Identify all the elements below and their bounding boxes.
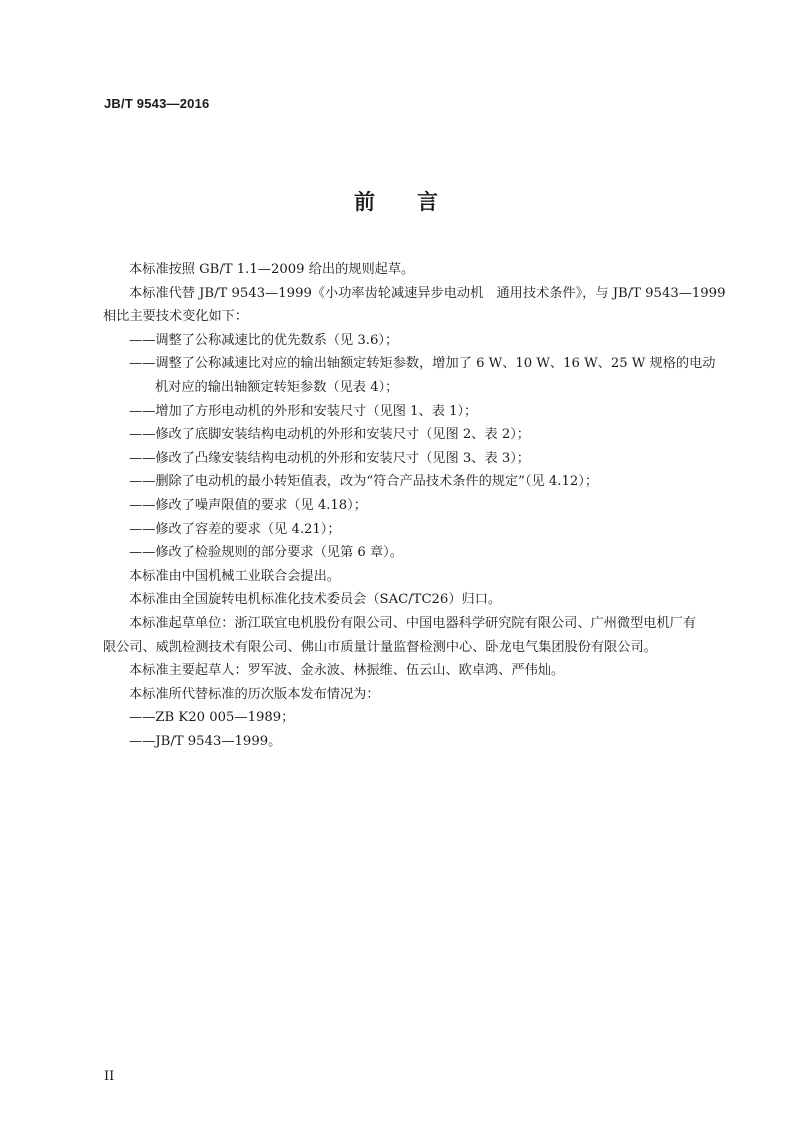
change-item: ——修改了噪声限值的要求（见 4.18）； [129, 497, 367, 513]
paragraph-under-jurisdiction: 本标准由全国旋转电机标准化技术委员会（SAC/TC26）归口。 [129, 592, 502, 608]
change-item: ——增加了方形电动机的外形和安装尺寸（见图 1、表 1）； [129, 403, 478, 419]
paragraph-proposed-by: 本标准由中国机械工业联合会提出。 [129, 568, 340, 584]
paragraph-drafting-units-line-2: 限公司、威凯检测技术有限公司、佛山市质量计量监督检测中心、卧龙电气集团股份有限公司。 [103, 639, 657, 655]
paragraph-replaces-line-2: 相比主要技术变化如下： [103, 309, 249, 325]
change-item: ——调整了公称减速比对应的输出轴额定转矩参数，增加了 6 W、10 W、16 W、25 W 规格的电动 [129, 356, 716, 372]
change-item: ——修改了容差的要求（见 4.21）； [129, 521, 341, 537]
history-item: ——JB/T 9543—1999。 [129, 733, 282, 749]
change-item-continuation: 机对应的输出轴额定转矩参数（见表 4）； [155, 379, 399, 395]
change-item: ——修改了检验规则的部分要求（见第 6 章）。 [129, 545, 403, 561]
paragraph-drafting-rules: 本标准按照 GB/T 1.1—2009 给出的规则起草。 [129, 262, 415, 277]
change-item: ——修改了凸缘安装结构电动机的外形和安装尺寸（见图 3、表 3）； [129, 450, 530, 466]
paragraph-drafting-units-line-1: 本标准起草单位：浙江联宜电机股份有限公司、中国电器科学研究院有限公司、广州微型电机厂有 [129, 615, 697, 631]
paragraph-history-intro: 本标准所代替标准的历次版本发布情况为： [129, 686, 380, 702]
page-number: II [104, 1069, 115, 1084]
title-char-1: 前 [354, 190, 375, 214]
title-char-2: 言 [417, 190, 438, 214]
document-code: JB/T 9543—2016 [104, 96, 210, 111]
history-item: ——ZB K20 005—1989； [129, 710, 295, 726]
paragraph-replaces-line-1: 本标准代替 JB/T 9543—1999《小功率齿轮减速异步电动机 通用技术条件》，与 JB/T 9543—1999 [129, 285, 726, 301]
change-item: ——调整了公称减速比的优先数系（见 3.6）； [129, 332, 399, 348]
foreword-body [103, 258, 743, 753]
change-item: ——修改了底脚安装结构电动机的外形和安装尺寸（见图 2、表 2）； [129, 427, 530, 443]
change-item: ——删除了电动机的最小转矩值表，改为“符合产品技术条件的规定”（见 4.12）； [129, 474, 599, 490]
page-title [0, 186, 792, 216]
paragraph-main-drafters: 本标准主要起草人：罗军波、金永波、林振维、伍云山、欧卓鸿、严伟灿。 [129, 663, 565, 679]
